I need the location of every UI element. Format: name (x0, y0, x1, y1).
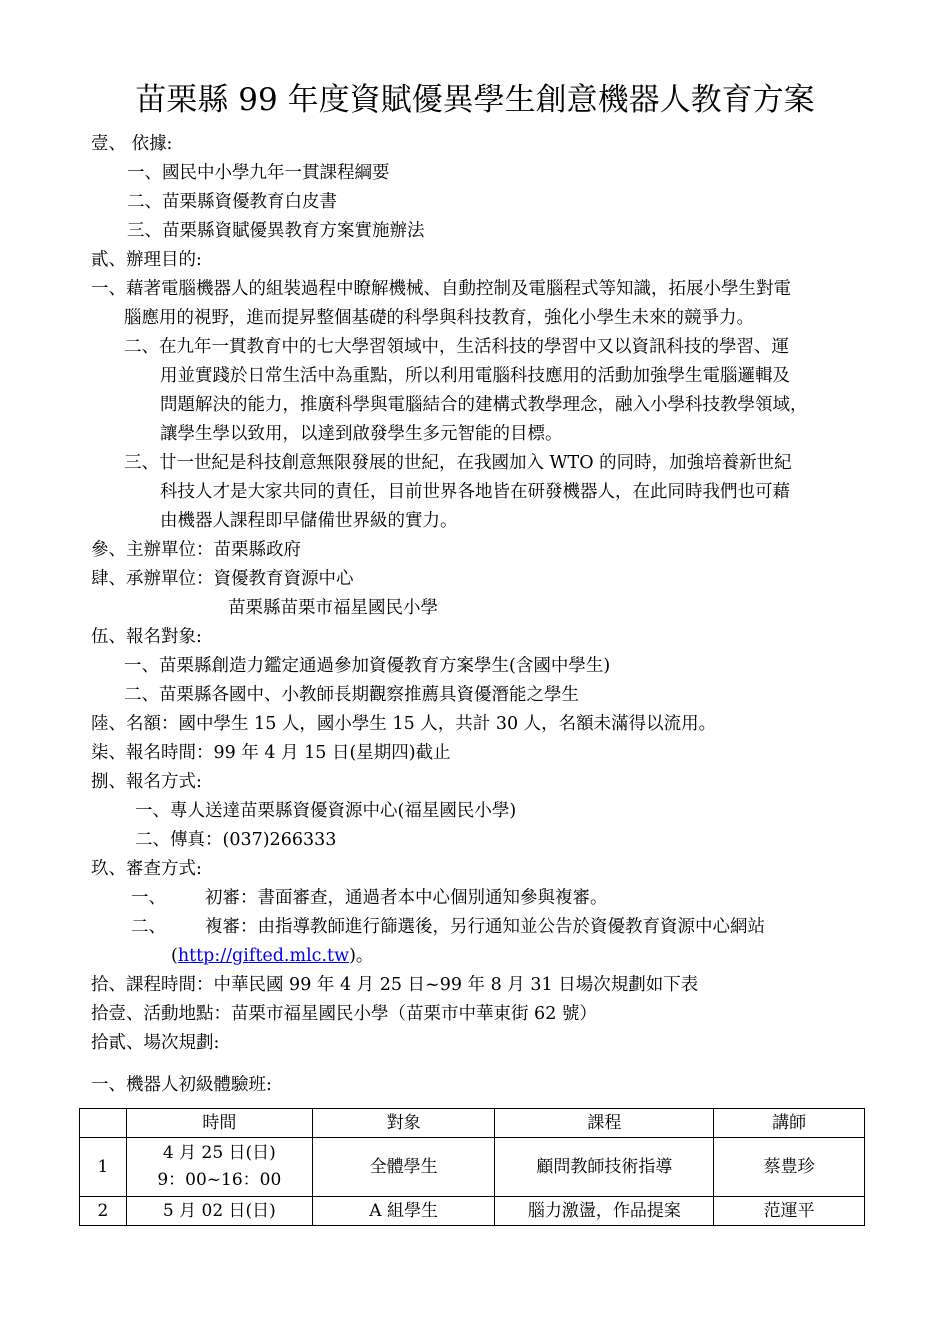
purpose-paragraph-3: 由機器人課程即早儲備世界級的實力。 (160, 511, 458, 531)
table-row (80, 1138, 865, 1197)
basis-item: 一、國民中小學九年一貫課程綱要 (127, 163, 390, 183)
basis-item: 三、苗栗縣資賦優異教育方案實施辦法 (127, 221, 425, 241)
cell-course: 顧問教師技術指導 (495, 1138, 714, 1197)
co-organizer: 肆、承辦單位：資優教育資源中心 (91, 569, 354, 589)
review-item-number: 二、 (131, 917, 166, 937)
website-link[interactable]: http://gifted.mlc.tw (177, 946, 350, 966)
eligibility-item: 一、苗栗縣創造力鑑定通過參加資優教育方案學生(含國中學生) (124, 656, 611, 676)
eligibility-item: 二、苗栗縣各國中、小教師長期觀察推薦具資優潛能之學生 (124, 685, 579, 705)
review-item-first: 初審：書面審查，通過者本中心個別通知參與複審。 (205, 888, 608, 908)
organizer: 參、主辦單位：苗栗縣政府 (91, 540, 301, 560)
review-link-line (171, 942, 373, 971)
basis-item: 二、苗栗縣資優教育白皮書 (127, 192, 337, 212)
purpose-paragraph-2: 問題解決的能力，推廣科學與電腦結合的建構式教學理念，融入小學科技教學領域， (160, 395, 808, 415)
section-basis-heading: 壹、 依據: (91, 134, 173, 154)
cell-number: 2 (80, 1197, 127, 1226)
purpose-paragraph-2: 二、在九年一貫教育中的七大學習領域中，生活科技的學習中又以資訊科技的學習、運 (124, 337, 789, 357)
cell-teacher: 范運平 (714, 1197, 865, 1226)
paren-open: ( (171, 946, 178, 966)
section-purpose-heading: 貳、辦理目的: (91, 250, 202, 270)
cell-date: 4 月 25 日(日) (162, 1143, 276, 1163)
purpose-paragraph-2: 讓學生學以致用，以達到啟發學生多元智能的目標。 (160, 424, 563, 444)
cell-target: A 組學生 (312, 1197, 495, 1226)
cell-number: 1 (80, 1138, 127, 1197)
cell-course: 腦力激盪，作品提案 (495, 1197, 714, 1226)
quota: 陸、名額：國中學生 15 人，國小學生 15 人，共計 30 人，名額未滿得以流用。 (91, 714, 717, 734)
purpose-paragraph-1: 一、藉著電腦機器人的組裝過程中瞭解機械、自動控制及電腦程式等知識，拓展小學生對電 (91, 279, 791, 299)
venue: 拾壹、活動地點：苗栗市福星國民小學（苗栗市中華東街 62 號） (91, 1004, 597, 1024)
review-item-number: 一、 (131, 888, 166, 908)
cell-teacher: 蔡豊珍 (714, 1138, 865, 1197)
purpose-paragraph-3: 三、廿一世紀是科技創意無限發展的世紀，在我國加入 WTO 的同時，加強培養新世紀 (124, 453, 792, 473)
class-heading: 一、機器人初級體驗班: (91, 1075, 272, 1095)
header-cell-number (80, 1109, 127, 1138)
purpose-paragraph-1: 腦應用的視野，進而提昇整個基礎的科學與科技教育，強化小學生未來的競爭力。 (124, 308, 754, 328)
section-registration-method-heading: 捌、報名方式: (91, 772, 202, 792)
header-cell-time: 時間 (126, 1109, 312, 1138)
section-eligibility-heading: 伍、報名對象: (91, 627, 202, 647)
registration-method-item: 一、專人送達苗栗縣資優資源中心(福星國民小學) (135, 801, 517, 821)
cell-hours: 9：00~16：00 (157, 1170, 282, 1190)
course-time: 拾、課程時間：中華民國 99 年 4 月 25 日~99 年 8 月 31 日場次規劃如下表 (91, 975, 699, 995)
header-cell-course: 課程 (495, 1109, 714, 1138)
section-plan-heading: 拾貳、場次規劃: (91, 1033, 220, 1053)
registration-fax: 二、傳真：(037)266333 (135, 830, 337, 850)
cell-target: 全體學生 (312, 1138, 495, 1197)
paren-close: )。 (349, 946, 374, 966)
header-cell-target: 對象 (312, 1109, 495, 1138)
table-row (80, 1197, 865, 1226)
section-review-heading: 玖、審查方式: (91, 859, 202, 879)
co-organizer-school: 苗栗縣苗栗市福星國民小學 (228, 598, 438, 618)
table-header-row (80, 1109, 865, 1138)
review-item-second: 複審：由指導教師進行篩選後，另行通知並公告於資優教育資源中心網站 (205, 917, 765, 937)
header-cell-teacher: 講師 (714, 1109, 865, 1138)
purpose-paragraph-3: 科技人才是大家共同的責任，目前世界各地皆在研發機器人，在此同時我們也可藉 (160, 482, 790, 502)
purpose-paragraph-2: 用並實踐於日常生活中為重點，所以利用電腦科技應用的活動加強學生電腦邏輯及 (160, 366, 790, 386)
registration-time: 柒、報名時間：99 年 4 月 15 日(星期四)截止 (91, 743, 451, 763)
cell-time: 5 月 02 日(日) (126, 1197, 312, 1226)
cell-time (126, 1138, 312, 1197)
schedule-table (79, 1108, 865, 1226)
page-title: 苗栗縣 99 年度資賦優異學生創意機器人教育方案 (135, 82, 815, 118)
